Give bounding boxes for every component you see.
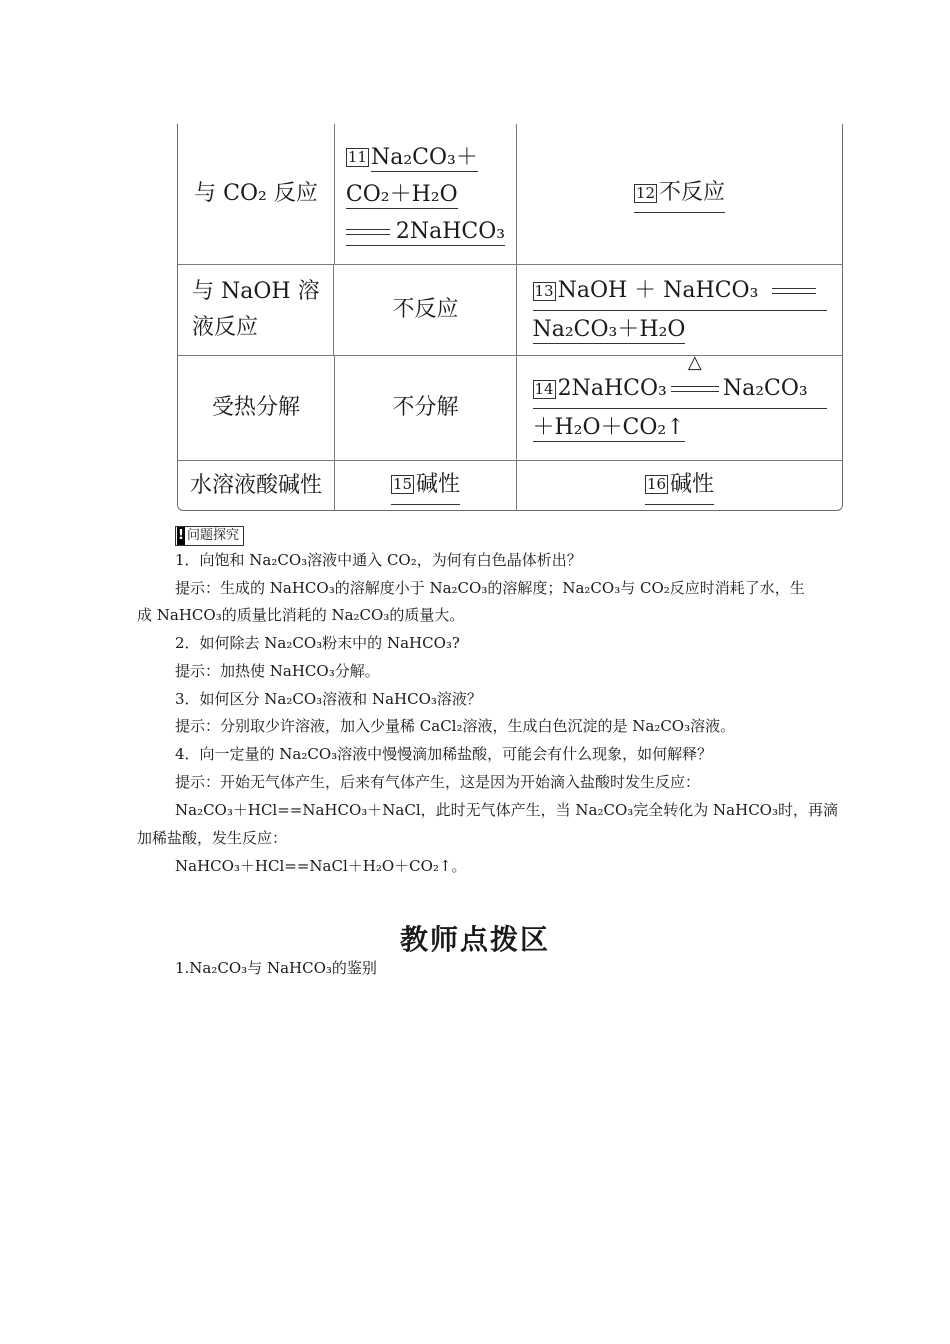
equation-part: Na₂CO₃＋H₂O (532, 317, 686, 342)
equation-product: 2NaHCO₃ (395, 218, 506, 244)
hint-line: 提示：分别取少许溶液，加入少量稀 CaCl₂溶液，生成白色沉淀的是 Na₂CO₃溶液。 (175, 717, 736, 735)
question-line: 4．向一定量的 Na₂CO₃溶液中慢慢滴加稀盐酸，可能会有什么现象，如何解释？ (175, 745, 713, 763)
equation-part: CO₂＋H₂O (345, 181, 458, 207)
na2co3-cell (335, 265, 517, 355)
hint-line: 提示：生成的 NaHCO₃的溶解度小于 Na₂CO₃的溶解度；Na₂CO₃与 CO₂反应时消耗了水，生 (175, 579, 805, 597)
table-row (178, 461, 842, 510)
table-row (178, 265, 842, 356)
answer-number: 12 (635, 183, 656, 202)
answer-text: 碱性 (670, 471, 715, 497)
row-label (178, 265, 334, 355)
na2co3-cell (335, 356, 517, 460)
equals-sign (346, 229, 390, 235)
row-label (178, 124, 335, 264)
row-label (178, 461, 335, 510)
nahco3-cell (517, 124, 842, 264)
nahco3-cell (517, 265, 842, 355)
table-row (178, 352, 842, 461)
equation-part (346, 219, 505, 246)
row-label (178, 356, 335, 460)
nahco3-cell (517, 352, 842, 460)
question-line: 2．如何除去 Na₂CO₃粉末中的 NaHCO₃? (175, 634, 460, 652)
equation-part: NaOH ＋ NaHCO₃ (557, 278, 759, 303)
list-item: 1.Na₂CO₃与 NaHCO₃的鉴别 (175, 959, 377, 977)
hint-line: 成 NaHCO₃的质量比消耗的 Na₂CO₃的质量大。 (137, 606, 465, 624)
section-heading: 教师点拨区 (399, 923, 550, 956)
comparison-table (177, 124, 843, 511)
row-label-text: 与 CO₂ 反应 (194, 181, 318, 206)
heat-triangle-icon: △ (687, 352, 702, 373)
na2co3-cell (335, 124, 517, 264)
question-line: 3．如何区分 Na₂CO₃溶液和 NaHCO₃溶液？ (175, 690, 482, 708)
answer-number: 14 (534, 379, 554, 398)
row-label-line: 与 NaOH 溶 (192, 279, 320, 304)
table-row (178, 124, 842, 265)
explore-badge (175, 526, 244, 546)
equation-line: Na₂CO₃＋HCl==NaHCO₃＋NaCl，此时无气体产生，当 Na₂CO₃完全转化为 NaHCO₃时，再滴 (175, 801, 838, 819)
cell-text: 不反应 (392, 297, 459, 322)
hint-line: 提示：加热使 NaHCO₃分解。 (175, 662, 380, 680)
row-label-line: 液反应 (192, 315, 259, 340)
hint-line: 提示：开始无气体产生，后来有气体产生，这是因为开始滴入盐酸时发生反应： (175, 773, 701, 791)
answer-text: 不反应 (659, 180, 726, 205)
badge-label: 问题探究 (187, 528, 240, 543)
equation-part: ＋H₂O＋CO₂↑ (532, 415, 685, 440)
equation-line: NaHCO₃＋HCl==NaCl＋H₂O＋CO₂↑。 (175, 857, 467, 875)
row-label-text: 水溶液酸碱性 (189, 472, 322, 498)
answer-number: 15 (392, 475, 413, 493)
nahco3-cell (517, 461, 842, 510)
equals-sign (772, 288, 816, 294)
cell-text: 不分解 (392, 395, 459, 420)
na2co3-cell (335, 461, 517, 510)
hint-line: 加稀盐酸，发生反应： (137, 829, 288, 847)
answer-number: 13 (534, 281, 554, 300)
row-label-text: 受热分解 (211, 395, 300, 420)
question-line: 1．向饱和 Na₂CO₃溶液中通入 CO₂，为何有白色晶体析出？ (175, 551, 582, 569)
equation-part: 2NaHCO₃ (557, 376, 667, 401)
equals-sign (671, 386, 719, 392)
answer-text: 碱性 (416, 471, 461, 497)
equation-part: Na₂CO₃ (722, 376, 808, 401)
answer-number: 11 (347, 148, 367, 166)
exclamation-icon: ! (178, 528, 184, 543)
answer-number: 16 (646, 475, 667, 493)
equation-part: Na₂CO₃＋ (370, 144, 478, 170)
